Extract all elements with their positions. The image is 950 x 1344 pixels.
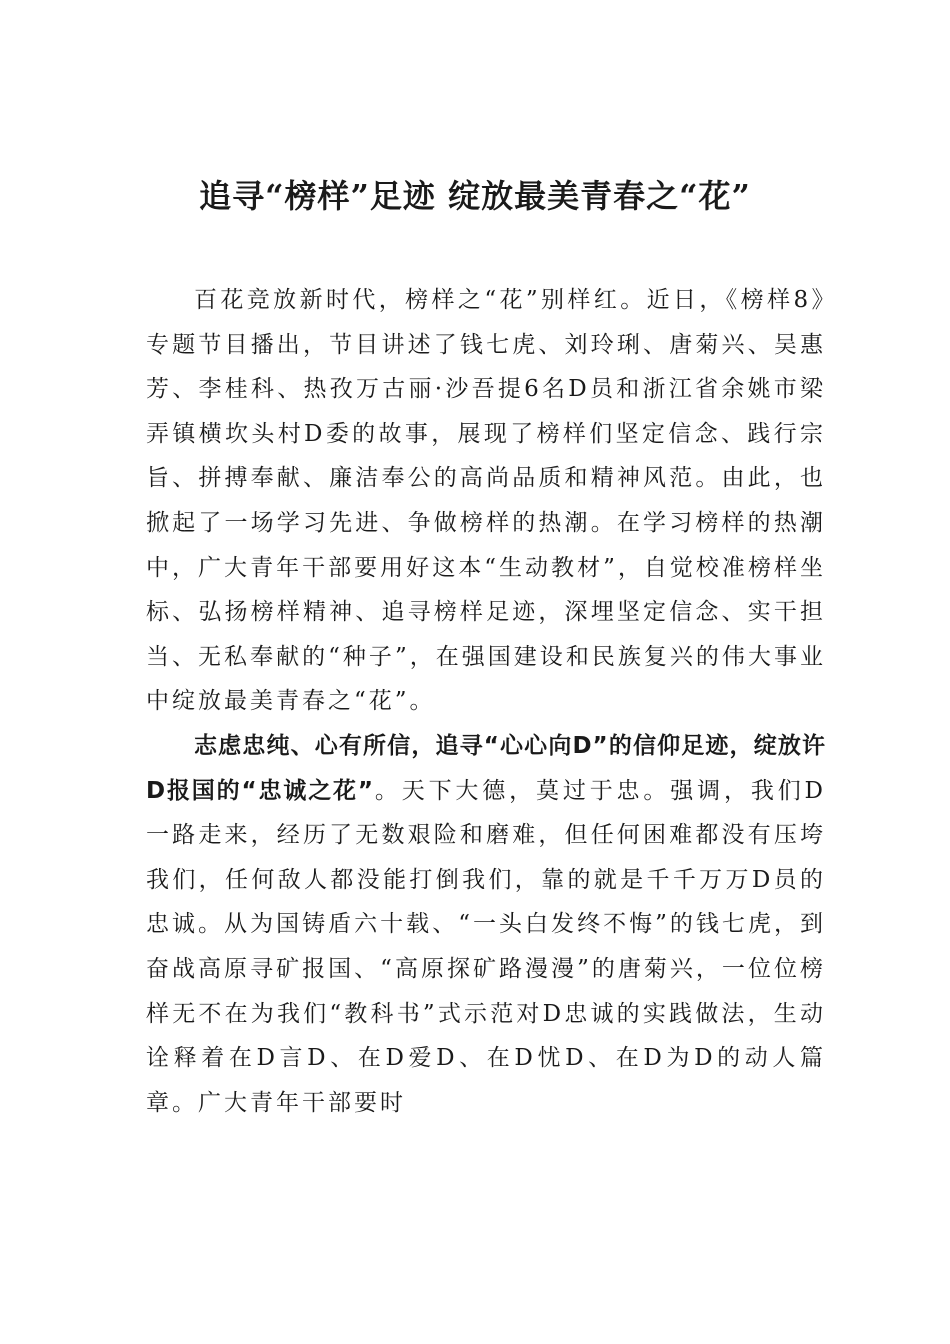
paragraph-2 — [146, 724, 826, 1125]
paragraph-2-text: 。天下大德，莫过于忠。强调，我们D一路走来，经历了无数艰险和磨难，但任何困难都没有压垮我们，任何敌人都没能打倒我们，靠的就是千千万万D员的忠诚。从为国铸盾六十载、“一头白发终不悔”的钱七虎，到奋战高原寻矿报国、“高原探矿路漫漫”的唐菊兴，一位位榜样无不在为我们“教科书”式示范对D忠诚的实践做法，生动诠释着在D言D、在D爱D、在D忧D、在D为D的动人篇章。广大青年干部要时 — [146, 777, 826, 1116]
paragraph-1 — [146, 278, 826, 724]
document-body — [146, 278, 826, 1125]
paragraph-2-lead: 志虑忠纯、心有所信，追寻“心心向D”的信仰足迹，绽放许D报国的“忠诚之花” — [146, 732, 826, 804]
paragraph-1-text: 百花竞放新时代，榜样之“花”别样红。近日，《榜样8》专题节目播出，节目讲述了钱七虎、刘玲琍、唐菊兴、吴惠芳、李桂科、热孜万古丽·沙吾提6名D员和浙江省余姚市梁弄镇横坎头村D委的故事，展现了榜样们坚定信念、践行宗旨、拼搏奉献、廉洁奉公的高尚品质和精神风范。由此，也掀起了一场学习先进、争做榜样的热潮。在学习榜样的热潮中，广大青年干部要用好这本“生动教材”，自觉校准榜样坐标、弘扬榜样精神、追寻榜样足迹，深埋坚定信念、实干担当、无私奉献的“种子”，在强国建设和民族复兴的伟大事业中绽放最美青春之“花”。 — [146, 287, 826, 715]
document-title: 追寻“榜样”足迹 绽放最美青春之“花” — [199, 177, 751, 215]
